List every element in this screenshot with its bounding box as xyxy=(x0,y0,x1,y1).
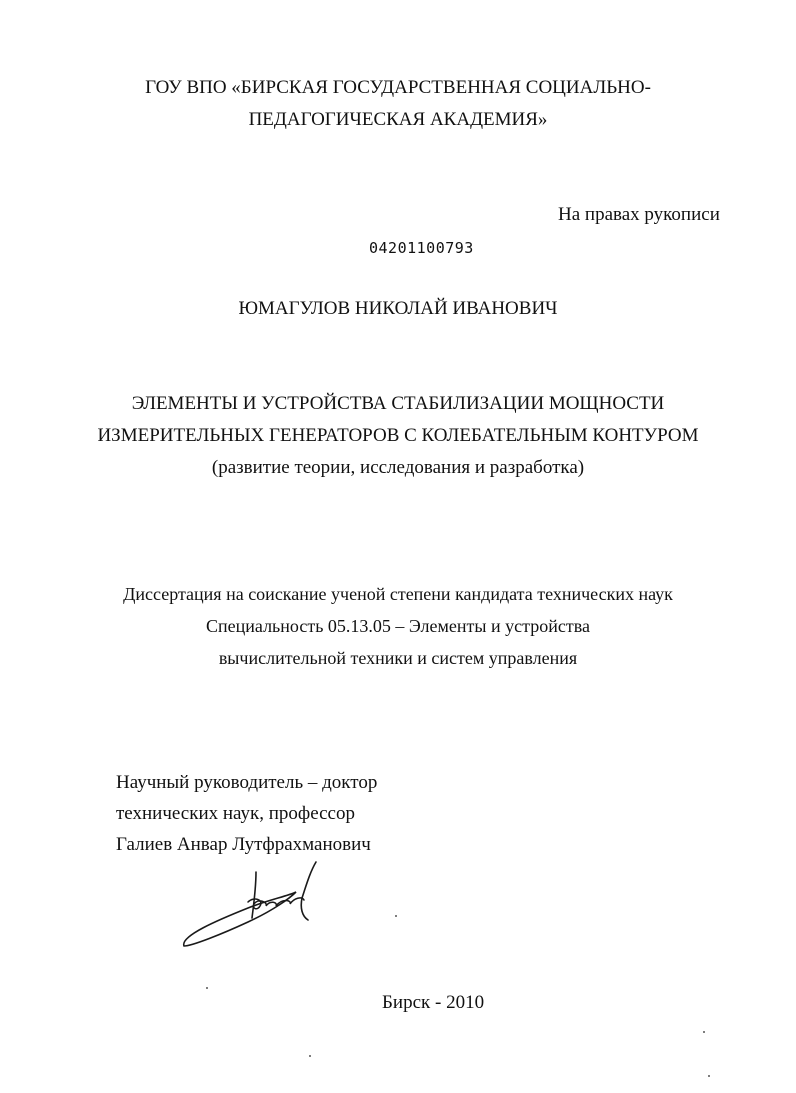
degree-line-1: Диссертация на соискание ученой степени кандидата технических наук xyxy=(123,584,673,604)
title-line-2: ИЗМЕРИТЕЛЬНЫХ ГЕНЕРАТОРОВ С КОЛЕБАТЕЛЬНЫМ КОНТУРОМ xyxy=(97,425,699,446)
scan-speck xyxy=(309,1055,311,1057)
title-subtitle: (развитие теории, исследования и разработка) xyxy=(211,457,585,478)
supervisor-line-3: Галиев Анвар Лутфрахманович xyxy=(116,834,371,855)
author-name: ЮМАГУЛОВ НИКОЛАЙ ИВАНОВИЧ xyxy=(238,298,558,319)
scan-speck xyxy=(703,1031,705,1033)
supervisor-line-2: технических наук, профессор xyxy=(116,803,355,824)
catalog-number: 04201100793 xyxy=(369,239,474,257)
scan-speck xyxy=(708,1075,710,1077)
manuscript-note: На правах рукописи xyxy=(558,204,720,225)
title-line-1: ЭЛЕМЕНТЫ И УСТРОЙСТВА СТАБИЛИЗАЦИИ МОЩНОСТИ xyxy=(131,393,665,414)
degree-line-2: Специальность 05.13.05 – Элементы и устройства xyxy=(206,616,590,636)
institution-line-2: ПЕДАГОГИЧЕСКАЯ АКАДЕМИЯ» xyxy=(248,109,548,130)
scan-speck xyxy=(206,987,208,989)
supervisor-line-1: Научный руководитель – доктор xyxy=(116,772,378,793)
scan-speck xyxy=(395,915,397,917)
institution-line-1: ГОУ ВПО «БИРСКАЯ ГОСУДАРСТВЕННАЯ СОЦИАЛЬНО- xyxy=(145,77,651,98)
handwritten-signature xyxy=(178,858,328,958)
place-year: Бирск - 2010 xyxy=(382,992,485,1013)
degree-line-3: вычислительной техники и систем управления xyxy=(218,648,578,668)
